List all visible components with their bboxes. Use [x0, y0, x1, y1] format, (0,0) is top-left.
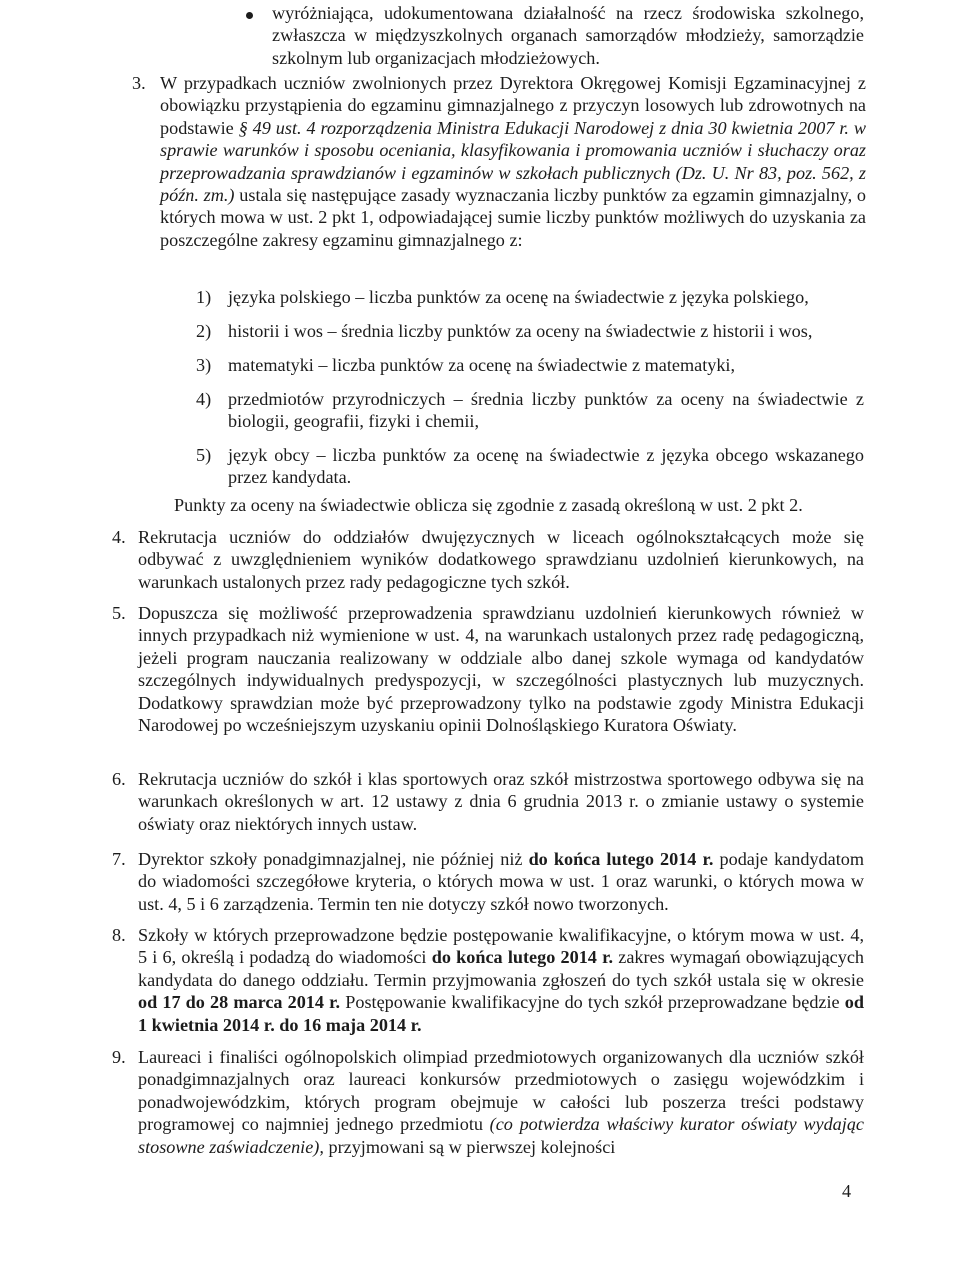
list-item-number: 4)	[196, 389, 212, 409]
section-3-legal-reference: § 49 ust. 4 rozporządzenia Ministra Edukacji Narodowej z dnia 30 kwietnia 2007 r. w sprawie warunków i sposobu oceniania, klasyfikowania i promowania uczniów i słuchaczy oraz przeprowadzania sprawdzianów i egzaminów w szkołach publicznych (Dz. U. Nr 83, poz. 562, z późn. zm.)	[160, 117, 867, 206]
section-8-text	[138, 924, 864, 1036]
list-item-number: 5)	[196, 445, 212, 465]
section-4-text: Rekrutacja uczniów do oddziałów dwujęzycznych w liceach ogólnokształcących może się odbywać z uwzględnieniem wyników dodatkowego sprawdzianu uzdolnień kierunkowych, na warunkach ustalonych przez rady pedagogiczne tych szkół.	[138, 527, 864, 592]
section-8-text-a: Szkoły w których przeprowadzone będzie postępowanie kwalifikacyjne, o którym mowa w ust. 4, 5 i 6, określą i podadzą do wiadomości	[138, 925, 864, 968]
section-8-text-b: zakres wymagań obowiązujących kandydata do danego oddziału. Termin przyjmowania zgłoszeń do tych szkół ustala się w okresie	[138, 947, 864, 990]
section-3-text	[160, 72, 866, 251]
list-item: historii i wos – średnia liczby punktów za oceny na świadectwie z historii i wos,	[228, 321, 813, 341]
section-3-closing: Punkty za oceny na świadectwie oblicza się zgodnie z zasadą określoną w ust. 2 pkt 2.	[174, 495, 803, 515]
section-number-7: 7.	[112, 849, 126, 869]
section-6-text: Rekrutacja uczniów do szkół i klas sportowych oraz szkół mistrzostwa sportowego odbywa się na warunkach określonych w art. 12 ustawy z dnia 6 grudnia 2013 r. o zmianie ustawy o systemie oświaty oraz niektórych innych ustaw.	[138, 769, 864, 834]
section-9-text-a: Laureaci i finaliści ogólnopolskich olimpiad przedmiotowych organizowanych dla uczniów szkół ponadgimnazjalnych oraz laureaci konkursów przedmiotowych o zasięgu wojewódzkim i ponadwojewódzkim, których program obejmuje w całości lub poszerza treści podstawy programowej co najmniej jednego przedmiotu	[138, 1047, 864, 1135]
list-item: języka polskiego – liczba punktów za ocenę na świadectwie z języka polskiego,	[228, 287, 809, 307]
section-number-8: 8.	[112, 925, 126, 945]
section-7-text-b: podaje kandydatom do wiadomości szczegółowe kryteria, o których mowa w ust. 1 oraz warunki, o których mowa w ust. 4, 5 i 6 zarządzenia. Termin ten nie dotyczy szkół nowo tworzonych.	[138, 849, 864, 914]
section-7-text	[138, 848, 864, 915]
section-8-text-c: Postępowanie kwalifikacyjne do tych szkół przeprowadzane będzie	[340, 992, 845, 1013]
section-3-text-a: W przypadkach uczniów zwolnionych przez Dyrektora Okręgowej Komisji Egzaminacyjnej z obowiązku przystąpienia do egzaminu gimnazjalnego z przyczyn losowych lub zdrowotnych na podstawie	[160, 73, 866, 138]
list-item-number: 1)	[196, 287, 212, 307]
section-number-5: 5.	[112, 603, 126, 623]
list-item-number: 2)	[196, 321, 212, 341]
section-7-text-a: Dyrektor szkoły ponadgimnazjalnej, nie później niż	[138, 849, 529, 869]
section-5-text: Dopuszcza się możliwość przeprowadzenia sprawdzianu uzdolnień kierunkowych również w innych przypadkach niż wymienione w ust. 4, na warunkach ustalonych przez radę pedagogiczną, jeżeli program nauczania realizowany w oddziale albo danej szkole wymaga od kandydatów szczególnych indywidualnych predyspozycji, w szczególności plastycznych lub muzycznych. Dodatkowy sprawdzian może być przeprowadzony tylko na podstawie zgody Ministra Edukacji Narodowej po wcześniejszym uzyskaniu opinii Dolnośląskiego Kuratora Oświaty.	[138, 603, 864, 736]
section-number-4: 4.	[112, 527, 126, 547]
list-item: język obcy – liczba punktów za ocenę na świadectwie z języka obcego wskazanego przez kandydata.	[228, 445, 864, 488]
intro-bullet-text: wyróżniająca, udokumentowana działalność na rzecz środowiska szkolnego, zwłaszcza w międzyszkolnych organach samorządów młodzieży, samorządzie szkolnym lub organizacjach młodzieżowych.	[272, 3, 864, 68]
section-7-deadline: do końca lutego 2014 r.	[528, 849, 714, 869]
section-9-text-b: przyjmowani są w pierwszej kolejności	[323, 1136, 616, 1157]
section-8-deadline: do końca lutego 2014 r.	[431, 947, 614, 968]
section-number-9: 9.	[112, 1047, 126, 1067]
bullet-icon	[246, 12, 253, 19]
list-item: matematyki – liczba punktów za ocenę na świadectwie z matematyki,	[228, 355, 736, 375]
section-number-3: 3.	[132, 73, 146, 93]
list-item: przedmiotów przyrodniczych – średnia liczby punktów za oceny na świadectwie z biologii, geografii, fizyki i chemii,	[228, 389, 864, 432]
list-item-number: 3)	[196, 355, 212, 375]
section-9-italic-note: (co potwierdza właściwy kurator oświaty wydając stosowne zaświadczenie),	[138, 1114, 864, 1157]
section-9-text	[138, 1046, 864, 1158]
section-3-text-b: ustala się następujące zasady wyznaczania liczby punktów za egzamin gimnazjalny, o których mowa w ust. 2 pkt 1, odpowiadającej sumie liczby punktów możliwych do uzyskania za poszczególne zakresy egzaminu gimnazjalnego z:	[160, 185, 866, 250]
page-number: 4	[842, 1181, 852, 1201]
section-8-application-period: od 17 do 28 marca 2014 r.	[138, 992, 341, 1013]
section-number-6: 6.	[112, 769, 126, 789]
section-8-qualification-period: od 1 kwietnia 2014 r. do 16 maja 2014 r.	[138, 992, 864, 1035]
